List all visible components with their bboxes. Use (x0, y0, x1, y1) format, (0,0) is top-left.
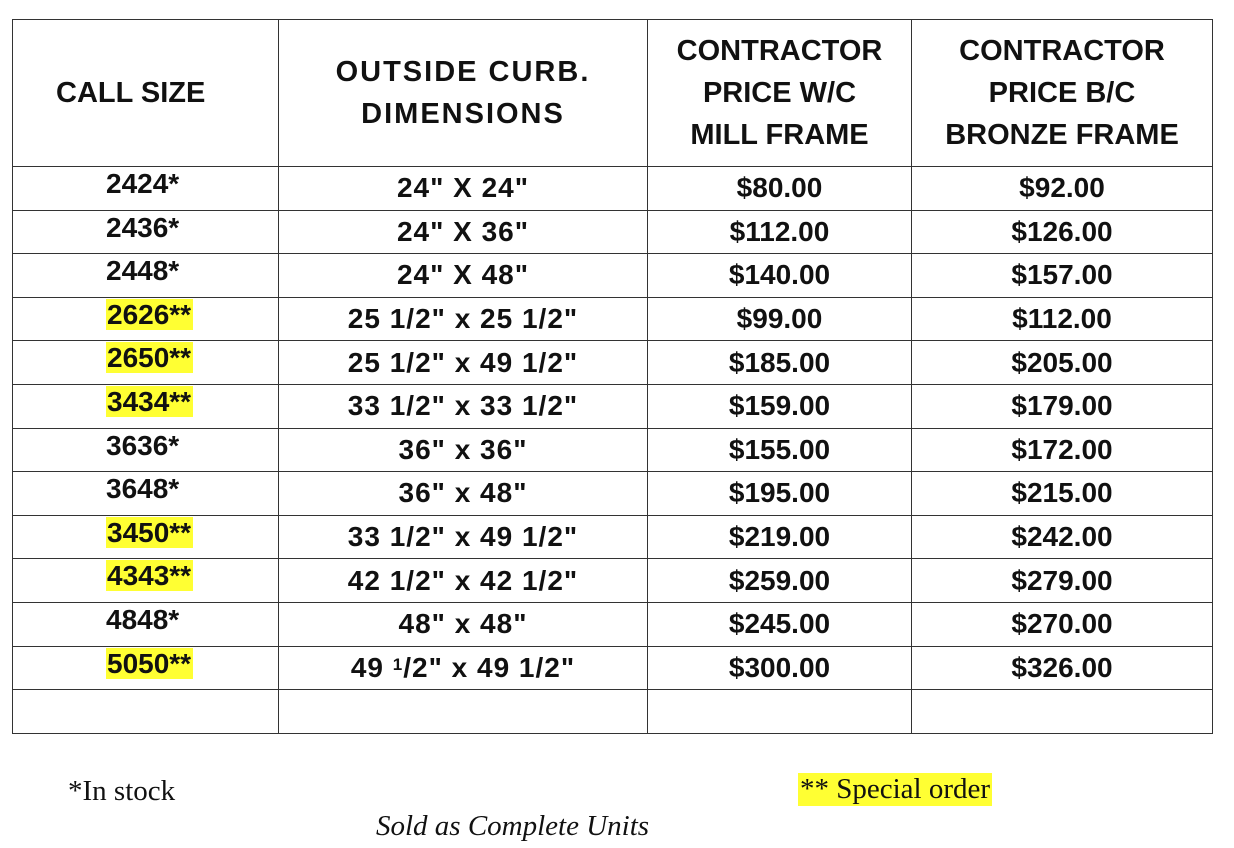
cell-price-bronze: $326.00 (912, 646, 1213, 690)
cell-call-size (13, 646, 279, 690)
empty-cell (13, 690, 279, 734)
cell-call-size (13, 384, 279, 428)
cell-call-size (13, 297, 279, 341)
cell-price-bronze: $242.00 (912, 515, 1213, 559)
cell-call-size (13, 341, 279, 385)
dims-post: /2" x 49 1/2" (403, 651, 576, 683)
cell-dimensions: 33 1/2" x 49 1/2" (279, 515, 648, 559)
cell-price-mill: $140.00 (648, 254, 912, 298)
table-row (13, 646, 1213, 690)
header-mill-line3: MILL FRAME (690, 119, 869, 151)
cell-dimensions: 24" X 24" (279, 167, 648, 211)
table-row (13, 384, 1213, 428)
cell-price-mill: $185.00 (648, 341, 912, 385)
cell-price-mill: $259.00 (648, 559, 912, 603)
header-bronze-line3: BRONZE FRAME (945, 119, 1179, 151)
cell-price-mill: $80.00 (648, 167, 912, 211)
cell-dimensions: 36" x 48" (279, 472, 648, 516)
table-row (13, 472, 1213, 516)
header-outside-curb-dimensions (279, 20, 648, 167)
call-size-value: 2650** (107, 342, 192, 374)
empty-cell (279, 690, 648, 734)
header-mill-line1: CONTRACTOR (676, 35, 883, 67)
table-row (13, 559, 1213, 603)
table-row (13, 297, 1213, 341)
header-mill-line2: PRICE W/C (702, 77, 857, 109)
cell-price-bronze: $279.00 (912, 559, 1213, 603)
cell-price-bronze: $172.00 (912, 428, 1213, 472)
table-row (13, 210, 1213, 254)
cell-dimensions: 24" X 36" (279, 210, 648, 254)
cell-dimensions: 33 1/2" x 33 1/2" (279, 384, 648, 428)
cell-price-bronze: $92.00 (912, 167, 1213, 211)
header-dims-line2: DIMENSIONS (361, 98, 565, 130)
header-bronze-line2: PRICE B/C (988, 77, 1136, 109)
table-row (13, 428, 1213, 472)
cell-dimensions (279, 646, 648, 690)
in-stock-note: *In stock (68, 775, 176, 807)
call-size-value: 2448* (106, 255, 180, 287)
header-bronze-line1: CONTRACTOR (959, 35, 1165, 67)
call-size-value: 3434** (107, 385, 192, 417)
cell-call-size (13, 472, 279, 516)
cell-price-mill: $300.00 (648, 646, 912, 690)
cell-price-mill: $195.00 (648, 472, 912, 516)
dims-superscript: 1 (392, 654, 404, 674)
cell-price-bronze: $205.00 (912, 341, 1213, 385)
cell-call-size (13, 210, 279, 254)
cell-price-bronze: $157.00 (912, 254, 1213, 298)
table-row (13, 341, 1213, 385)
call-size-value: 4848* (106, 603, 180, 635)
cell-price-bronze: $215.00 (912, 472, 1213, 516)
cell-dimensions: 48" x 48" (279, 602, 648, 646)
cell-price-bronze: $179.00 (912, 384, 1213, 428)
cell-price-mill: $112.00 (648, 210, 912, 254)
table-row (13, 167, 1213, 211)
price-table (12, 19, 1213, 734)
call-size-value: 3450** (107, 516, 192, 548)
cell-call-size (13, 602, 279, 646)
header-row (13, 20, 1213, 167)
empty-cell (648, 690, 912, 734)
cell-price-bronze: $112.00 (912, 297, 1213, 341)
empty-table-row (13, 690, 1213, 734)
header-call-size-text: CALL SIZE (56, 77, 206, 109)
table-row (13, 515, 1213, 559)
cell-price-mill: $245.00 (648, 602, 912, 646)
table-row (13, 254, 1213, 298)
call-size-value: 2424* (106, 168, 180, 199)
cell-price-mill: $219.00 (648, 515, 912, 559)
cell-dimensions: 24" X 48" (279, 254, 648, 298)
cell-call-size (13, 428, 279, 472)
dims-pre: 49 (350, 651, 393, 683)
cell-call-size (13, 167, 279, 211)
cell-price-bronze: $126.00 (912, 210, 1213, 254)
cell-call-size (13, 254, 279, 298)
header-price-bronze-frame (912, 20, 1213, 167)
call-size-value: 5050** (107, 647, 192, 679)
special-order-note: ** Special order (800, 773, 991, 805)
empty-cell (912, 690, 1213, 734)
call-size-value: 3636* (106, 429, 180, 461)
call-size-value: 4343** (107, 560, 192, 592)
cell-price-mill: $99.00 (648, 297, 912, 341)
table-row (13, 602, 1213, 646)
header-call-size (13, 20, 279, 167)
cell-call-size (13, 559, 279, 603)
call-size-value: 2436* (106, 211, 180, 243)
header-price-mill-frame (648, 20, 912, 167)
cell-price-mill: $159.00 (648, 384, 912, 428)
cell-price-mill: $155.00 (648, 428, 912, 472)
sold-as-units-note: Sold as Complete Units (376, 810, 650, 842)
header-dims-line1: OUTSIDE CURB. (335, 56, 591, 88)
cell-call-size (13, 515, 279, 559)
cell-dimensions: 25 1/2" x 25 1/2" (279, 297, 648, 341)
cell-price-bronze: $270.00 (912, 602, 1213, 646)
call-size-value: 2626** (107, 298, 192, 330)
cell-dimensions: 42 1/2" x 42 1/2" (279, 559, 648, 603)
call-size-value: 3648* (106, 473, 180, 505)
cell-dimensions: 36" x 36" (279, 428, 648, 472)
cell-dimensions: 25 1/2" x 49 1/2" (279, 341, 648, 385)
